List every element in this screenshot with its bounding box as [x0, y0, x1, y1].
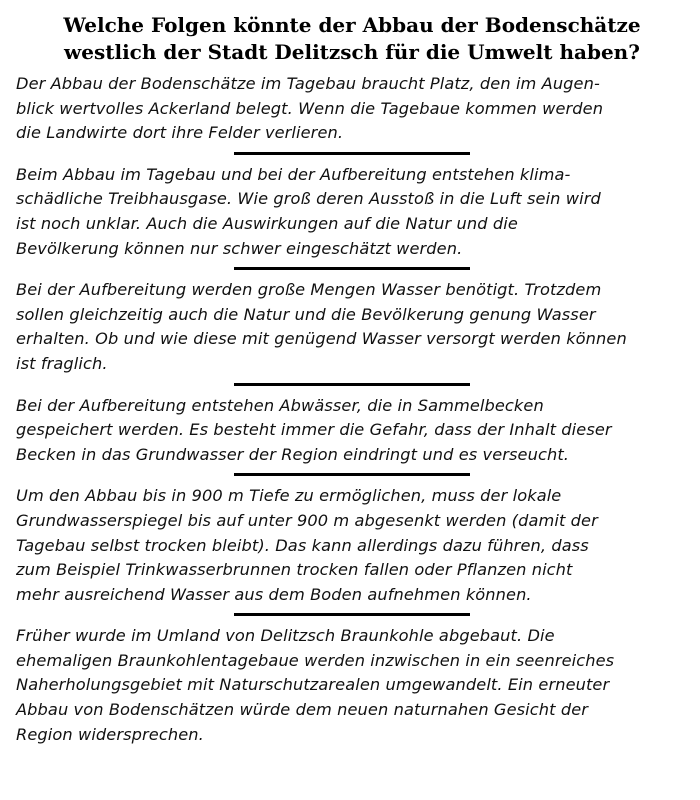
text-line: blick wertvolles Ackerland belegt. Wenn die Tagebaue kommen werden — [16, 98, 604, 118]
text-line: ist noch unklar. Auch die Auswirkungen auf die Natur und die — [16, 213, 518, 233]
text-line: sollen gleichzeitig auch die Natur und die Bevölkerung genung Wasser — [16, 304, 596, 324]
page-title — [16, 10, 688, 66]
text-line: Beim Abbau im Tagebau und bei der Aufbereitung entstehen klima- — [16, 164, 571, 184]
paragraph-farmland — [16, 72, 688, 146]
paragraph-recreation-area — [16, 624, 688, 747]
text-line: Naherholungsgebiet mit Naturschutzarealen umgewandelt. Ein erneuter — [16, 675, 610, 695]
title-line: Welche Folgen könnte der Abbau der Bodenschätze — [63, 13, 641, 37]
text-line: mehr ausreichend Wasser aus dem Boden aufnehmen können. — [16, 584, 532, 604]
section-divider — [234, 473, 470, 476]
text-line: Becken in das Grundwasser der Region eindringt und es verseucht. — [16, 444, 570, 464]
paragraph-wastewater — [16, 394, 688, 468]
title-line: westlich der Stadt Delitzsch für die Umwelt haben? — [64, 40, 640, 64]
paragraph-water-demand — [16, 278, 688, 376]
paragraph-groundwater — [16, 484, 688, 607]
text-line: ist fraglich. — [16, 353, 108, 373]
text-line: schädliche Treibhausgase. Wie groß deren Ausstoß in die Luft sein wird — [16, 189, 601, 209]
section-divider — [234, 383, 470, 386]
text-line: Grundwasserspiegel bis auf unter 900 m abgesenkt werden (damit der — [16, 510, 598, 530]
text-line: zum Beispiel Trinkwasserbrunnen trocken fallen oder Pflanzen nicht — [16, 560, 573, 580]
text-line: Bei der Aufbereitung entstehen Abwässer, die in Sammelbecken — [16, 395, 544, 415]
text-line: erhalten. Ob und wie diese mit genügend Wasser versorgt werden können — [16, 329, 627, 349]
text-line: Abbau von Bodenschätzen würde dem neuen naturnahen Gesicht der — [16, 700, 589, 720]
section-divider — [234, 152, 470, 155]
text-line: Der Abbau der Bodenschätze im Tagebau braucht Platz, den im Augen- — [16, 74, 600, 93]
text-line: Region widersprechen. — [16, 724, 204, 744]
text-line: Tagebau selbst trocken bleibt). Das kann allerdings dazu führen, dass — [16, 535, 589, 555]
paragraph-greenhouse-gases — [16, 163, 688, 261]
text-line: gespeichert werden. Es besteht immer die Gefahr, dass der Inhalt dieser — [16, 420, 612, 440]
text-line: Bevölkerung können nur schwer eingeschätzt werden. — [16, 238, 463, 258]
text-line: ehemaligen Braunkohlentagebaue werden inzwischen in ein seenreiches — [16, 650, 615, 670]
text-line: die Landwirte dort ihre Felder verlieren. — [16, 123, 344, 143]
text-line: Bei der Aufbereitung werden große Mengen Wasser benötigt. Trotzdem — [16, 280, 602, 300]
text-line: Um den Abbau bis in 900 m Tiefe zu ermöglichen, muss der lokale — [16, 486, 562, 506]
section-divider — [234, 613, 470, 616]
section-divider — [234, 267, 470, 270]
text-line: Früher wurde im Umland von Delitzsch Braunkohle abgebaut. Die — [16, 626, 555, 646]
